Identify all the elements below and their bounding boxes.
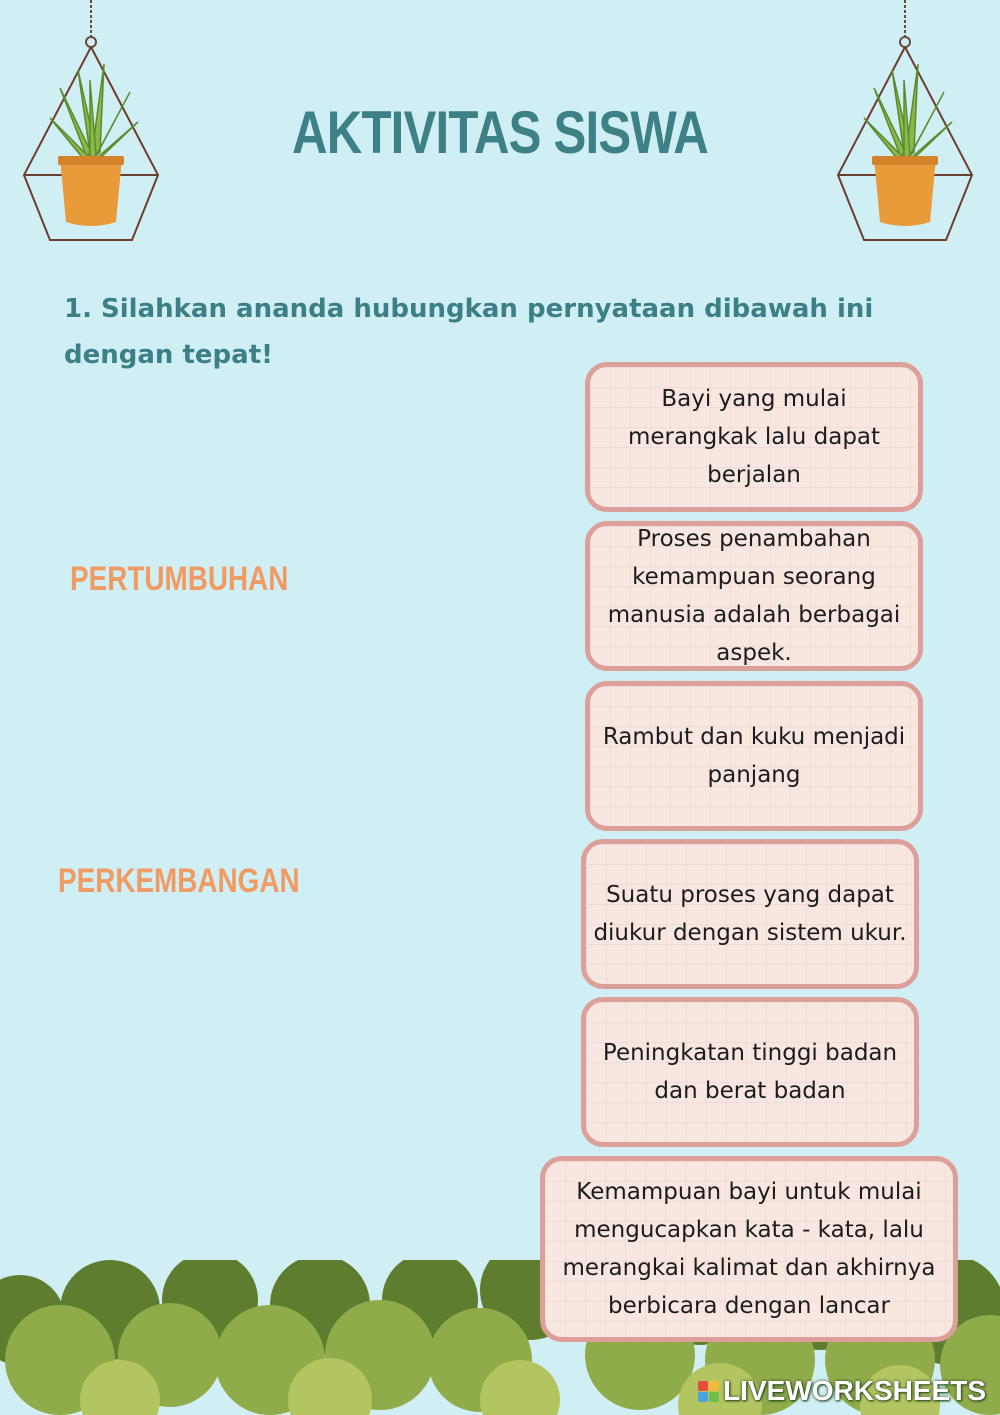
statement-card-3[interactable]: Rambut dan kuku menjadi panjang [585,681,923,831]
category-perkembangan[interactable]: PERKEMBANGAN [58,862,300,900]
statement-card-1[interactable]: Bayi yang mulai merangkak lalu dapat berjalan [585,362,923,512]
category-pertumbuhan[interactable]: PERTUMBUHAN [70,560,289,598]
liveworksheets-logo [698,1375,986,1407]
liveworksheets-logo-icon [698,1381,719,1402]
page-title: AKTIVITAS SISWA [292,99,708,166]
statement-card-6[interactable]: Kemampuan bayi untuk mulai mengucapkan kata - kata, lalu merangkai kalimat dan akhirnya berbicara dengan lancar [540,1156,958,1342]
liveworksheets-text: LIVEWORKSHEETS [723,1375,986,1406]
statement-card-4[interactable]: Suatu proses yang dapat diukur dengan sistem ukur. [581,839,919,989]
instruction-text: 1. Silahkan ananda hubungkan pernyataan dibawah ini dengan tepat! [64,294,874,370]
statement-card-5[interactable]: Peningkatan tinggi badan dan berat badan [581,997,919,1147]
statement-card-2[interactable]: Proses penambahan kemampuan seorang manusia adalah berbagai aspek. [585,521,923,671]
